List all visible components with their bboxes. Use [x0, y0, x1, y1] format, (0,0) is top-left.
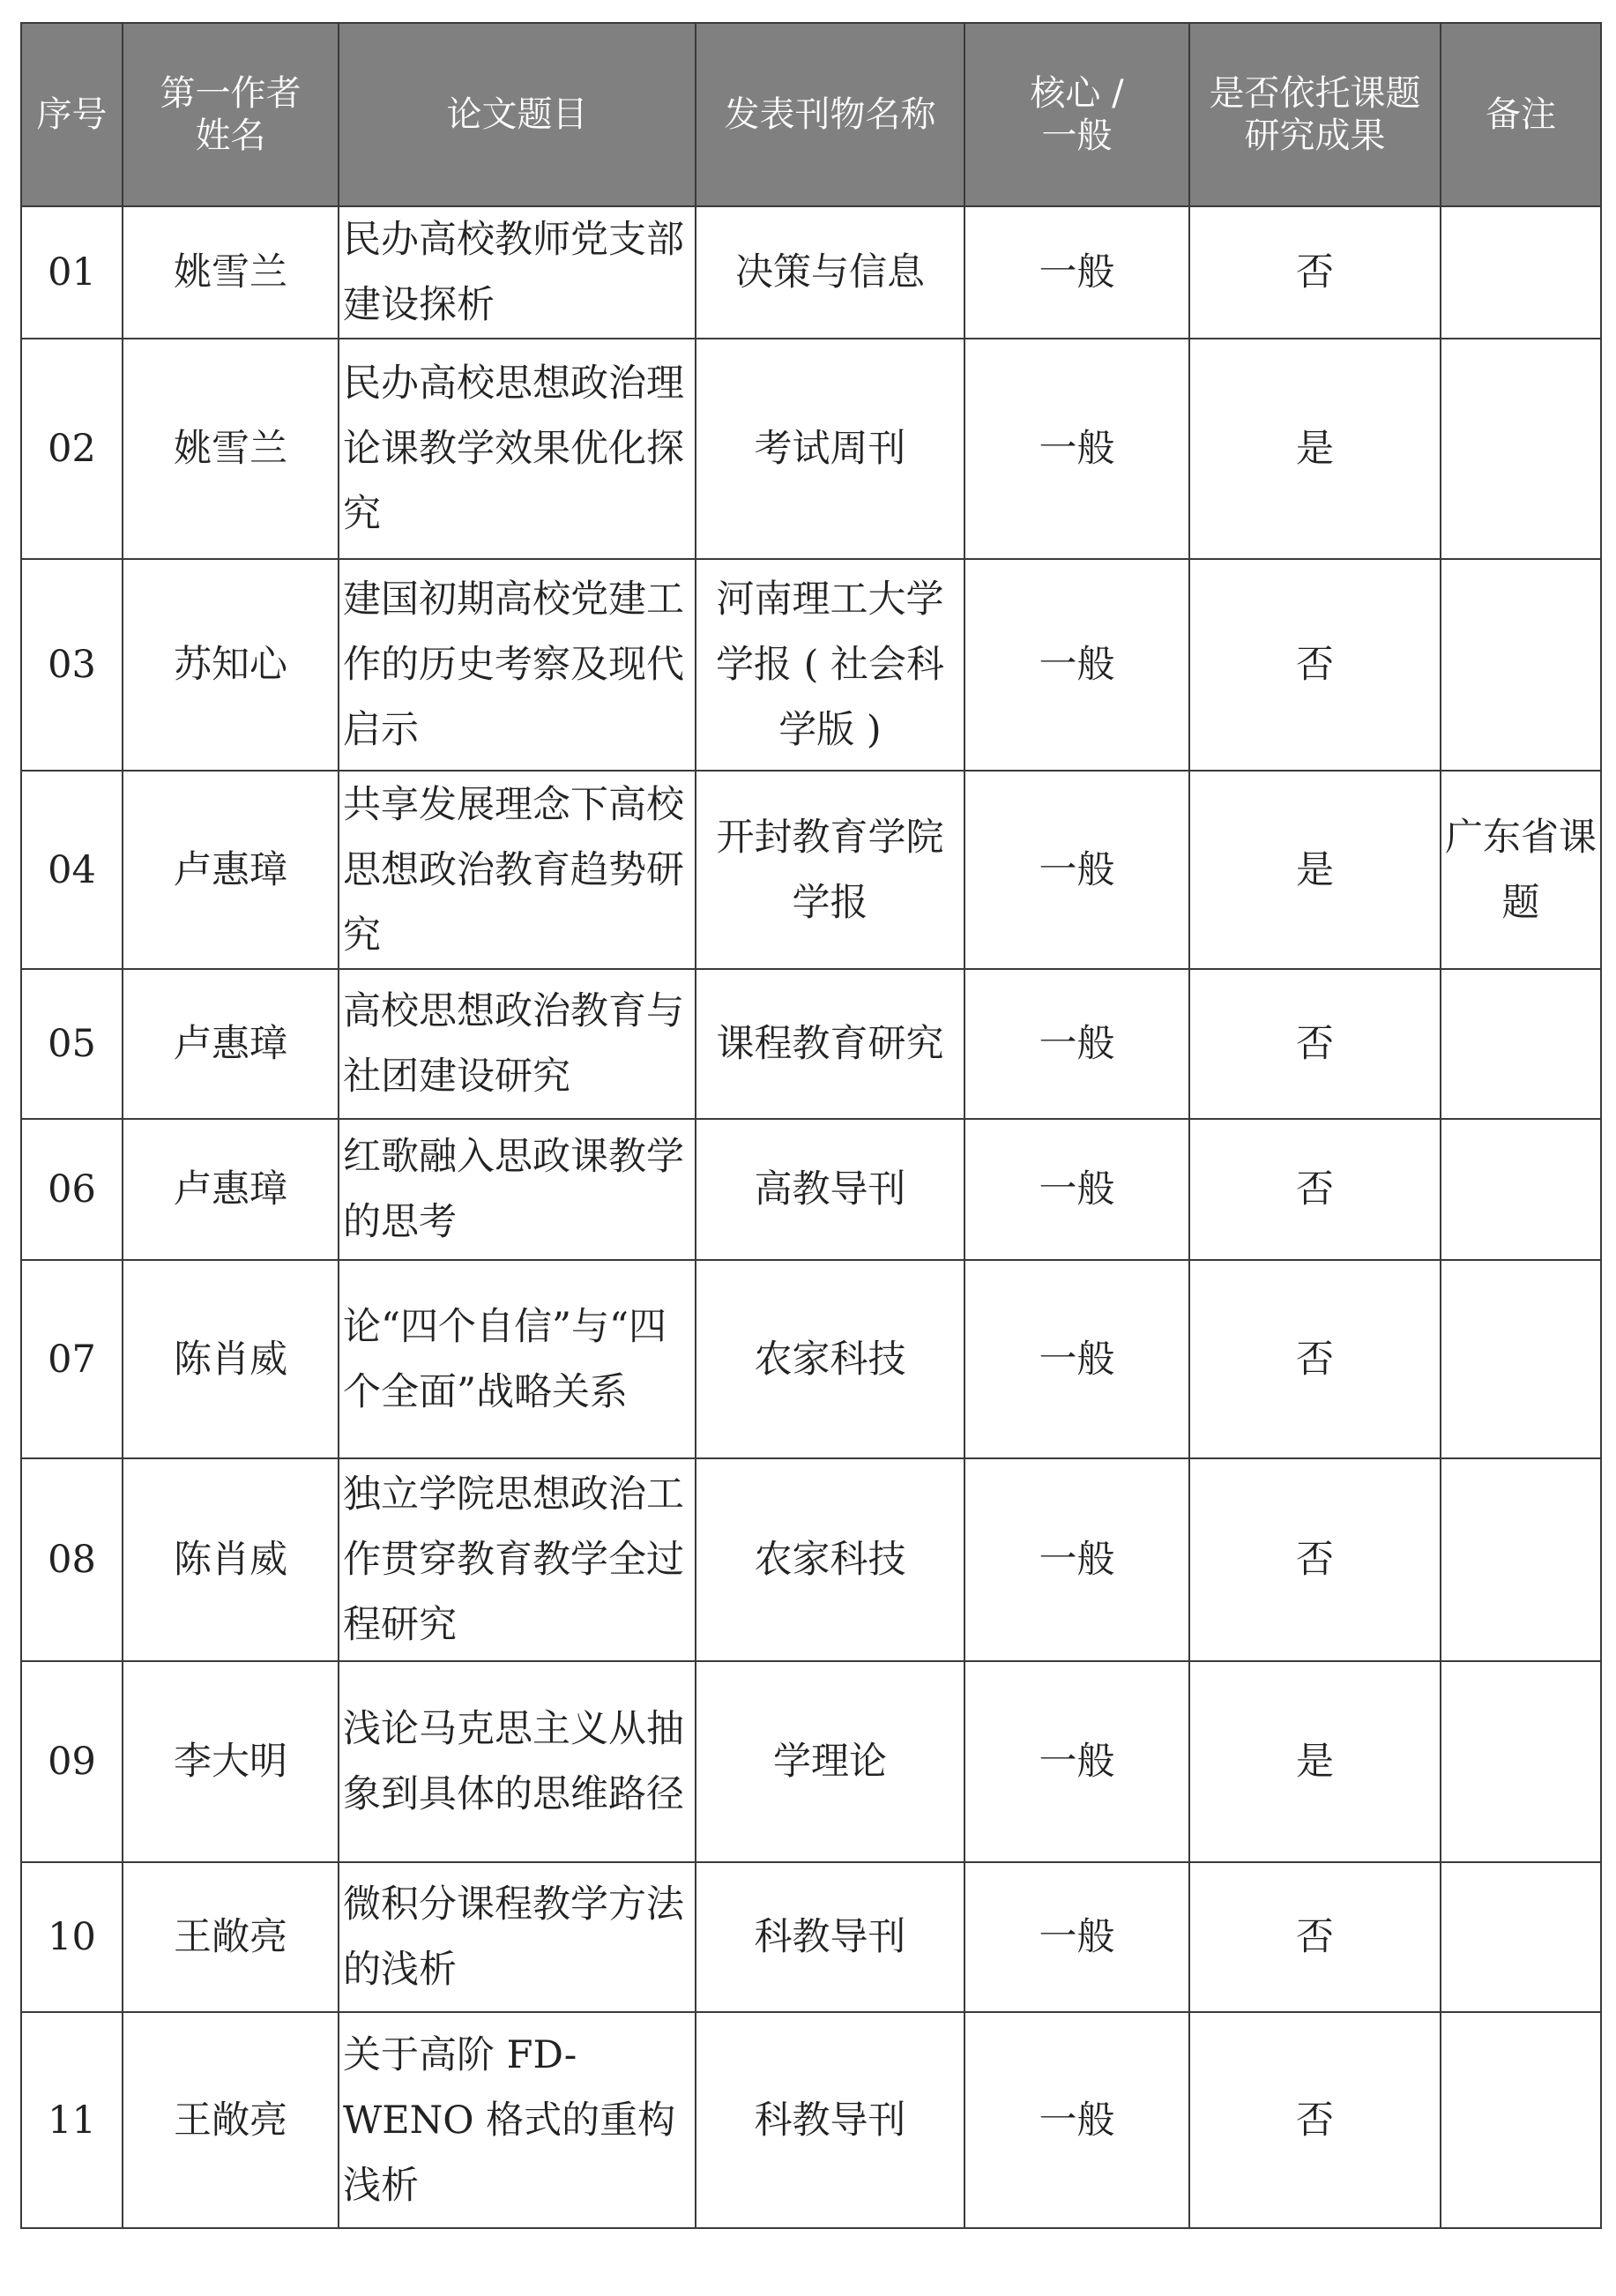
cell-journal: 考试周刊: [696, 339, 964, 559]
cell-journal: 科教导刊: [696, 1862, 964, 2012]
table-row: [21, 2012, 1601, 2228]
table-header: [21, 23, 1601, 206]
cell-note: [1441, 1862, 1601, 2012]
cell-note: [1441, 1260, 1601, 1458]
cell-project: 否: [1189, 2012, 1441, 2228]
cell-index: 04: [21, 771, 123, 969]
cell-project: 否: [1189, 559, 1441, 771]
cell-project: 否: [1189, 1458, 1441, 1661]
header-project-based: 是否依托课题 研究成果: [1189, 23, 1441, 206]
cell-project: 是: [1189, 339, 1441, 559]
cell-author: 李大明: [123, 1661, 339, 1862]
cell-title: 共享发展理念下高校思想政治教育趋势研究: [339, 771, 696, 969]
table-row: [21, 1119, 1601, 1260]
cell-journal: 科教导刊: [696, 2012, 964, 2228]
cell-journal: 农家科技: [696, 1458, 964, 1661]
cell-level: 一般: [964, 2012, 1189, 2228]
cell-author: 姚雪兰: [123, 206, 339, 339]
cell-author: 王敞亮: [123, 2012, 339, 2228]
table-body: [21, 206, 1601, 2228]
cell-project: 否: [1189, 1260, 1441, 1458]
cell-level: 一般: [964, 559, 1189, 771]
header-row: [21, 23, 1601, 206]
cell-journal: 农家科技: [696, 1260, 964, 1458]
cell-index: 08: [21, 1458, 123, 1661]
cell-level: 一般: [964, 339, 1189, 559]
cell-author: 卢惠璋: [123, 771, 339, 969]
cell-title: 独立学院思想政治工作贯穿教育教学全过程研究: [339, 1458, 696, 1661]
cell-note: [1441, 206, 1601, 339]
cell-author: 姚雪兰: [123, 339, 339, 559]
table-row: [21, 559, 1601, 771]
cell-note: [1441, 559, 1601, 771]
cell-index: 07: [21, 1260, 123, 1458]
cell-index: 06: [21, 1119, 123, 1260]
cell-title: 高校思想政治教育与社团建设研究: [339, 969, 696, 1119]
cell-level: 一般: [964, 1119, 1189, 1260]
paper-table-container: [20, 22, 1602, 2229]
cell-project: 是: [1189, 771, 1441, 969]
cell-journal: 课程教育研究: [696, 969, 964, 1119]
cell-project: 否: [1189, 1119, 1441, 1260]
cell-note: [1441, 969, 1601, 1119]
table-row: [21, 339, 1601, 559]
table-row: [21, 1260, 1601, 1458]
cell-author: 卢惠璋: [123, 969, 339, 1119]
cell-note: [1441, 339, 1601, 559]
cell-level: 一般: [964, 771, 1189, 969]
cell-note: 广东省课题: [1441, 771, 1601, 969]
cell-title: 浅论马克思主义从抽象到具体的思维路径: [339, 1661, 696, 1862]
cell-journal: 河南理工大学学报 ( 社会科学版 ): [696, 559, 964, 771]
cell-note: [1441, 1458, 1601, 1661]
header-first-author-line1: 第一作者: [160, 73, 302, 114]
cell-author: 王敞亮: [123, 1862, 339, 2012]
cell-level: 一般: [964, 1458, 1189, 1661]
header-first-author-line2: 姓名: [195, 116, 266, 156]
table-row: [21, 1661, 1601, 1862]
cell-title: 论“四个自信”与“四个全面”战略关系: [339, 1260, 696, 1458]
cell-index: 03: [21, 559, 123, 771]
header-core-general: 核心 / 一般: [964, 23, 1189, 206]
table-row: [21, 771, 1601, 969]
cell-note: [1441, 2012, 1601, 2228]
cell-author: 陈肖威: [123, 1458, 339, 1661]
cell-index: 01: [21, 206, 123, 339]
cell-journal: 高教导刊: [696, 1119, 964, 1260]
cell-project: 否: [1189, 1862, 1441, 2012]
cell-title: 民办高校教师党支部建设探析: [339, 206, 696, 339]
cell-project: 否: [1189, 969, 1441, 1119]
table-row: [21, 969, 1601, 1119]
cell-journal: 开封教育学院学报: [696, 771, 964, 969]
cell-author: 苏知心: [123, 559, 339, 771]
header-paper-title: 论文题目: [339, 23, 696, 206]
cell-title: 关于高阶 FD-WENO 格式的重构浅析: [339, 2012, 696, 2228]
cell-title: 建国初期高校党建工作的历史考察及现代启示: [339, 559, 696, 771]
cell-author: 陈肖威: [123, 1260, 339, 1458]
table-row: [21, 1458, 1601, 1661]
cell-title: 民办高校思想政治理论课教学效果优化探究: [339, 339, 696, 559]
header-journal: 发表刊物名称: [696, 23, 964, 206]
cell-project: 是: [1189, 1661, 1441, 1862]
cell-author: 卢惠璋: [123, 1119, 339, 1260]
header-first-author: [123, 23, 339, 206]
table-row: [21, 1862, 1601, 2012]
cell-level: 一般: [964, 1260, 1189, 1458]
cell-index: 05: [21, 969, 123, 1119]
cell-index: 10: [21, 1862, 123, 2012]
cell-level: 一般: [964, 1862, 1189, 2012]
cell-level: 一般: [964, 206, 1189, 339]
cell-index: 02: [21, 339, 123, 559]
cell-index: 09: [21, 1661, 123, 1862]
cell-note: [1441, 1661, 1601, 1862]
cell-level: 一般: [964, 969, 1189, 1119]
cell-level: 一般: [964, 1661, 1189, 1862]
cell-note: [1441, 1119, 1601, 1260]
header-index: 序号: [21, 23, 123, 206]
cell-title: 红歌融入思政课教学的思考: [339, 1119, 696, 1260]
cell-title: 微积分课程教学方法的浅析: [339, 1862, 696, 2012]
table-row: [21, 206, 1601, 339]
cell-journal: 决策与信息: [696, 206, 964, 339]
cell-index: 11: [21, 2012, 123, 2228]
header-remarks: 备注: [1441, 23, 1601, 206]
cell-journal: 学理论: [696, 1661, 964, 1862]
cell-project: 否: [1189, 206, 1441, 339]
paper-table: [20, 22, 1602, 2229]
